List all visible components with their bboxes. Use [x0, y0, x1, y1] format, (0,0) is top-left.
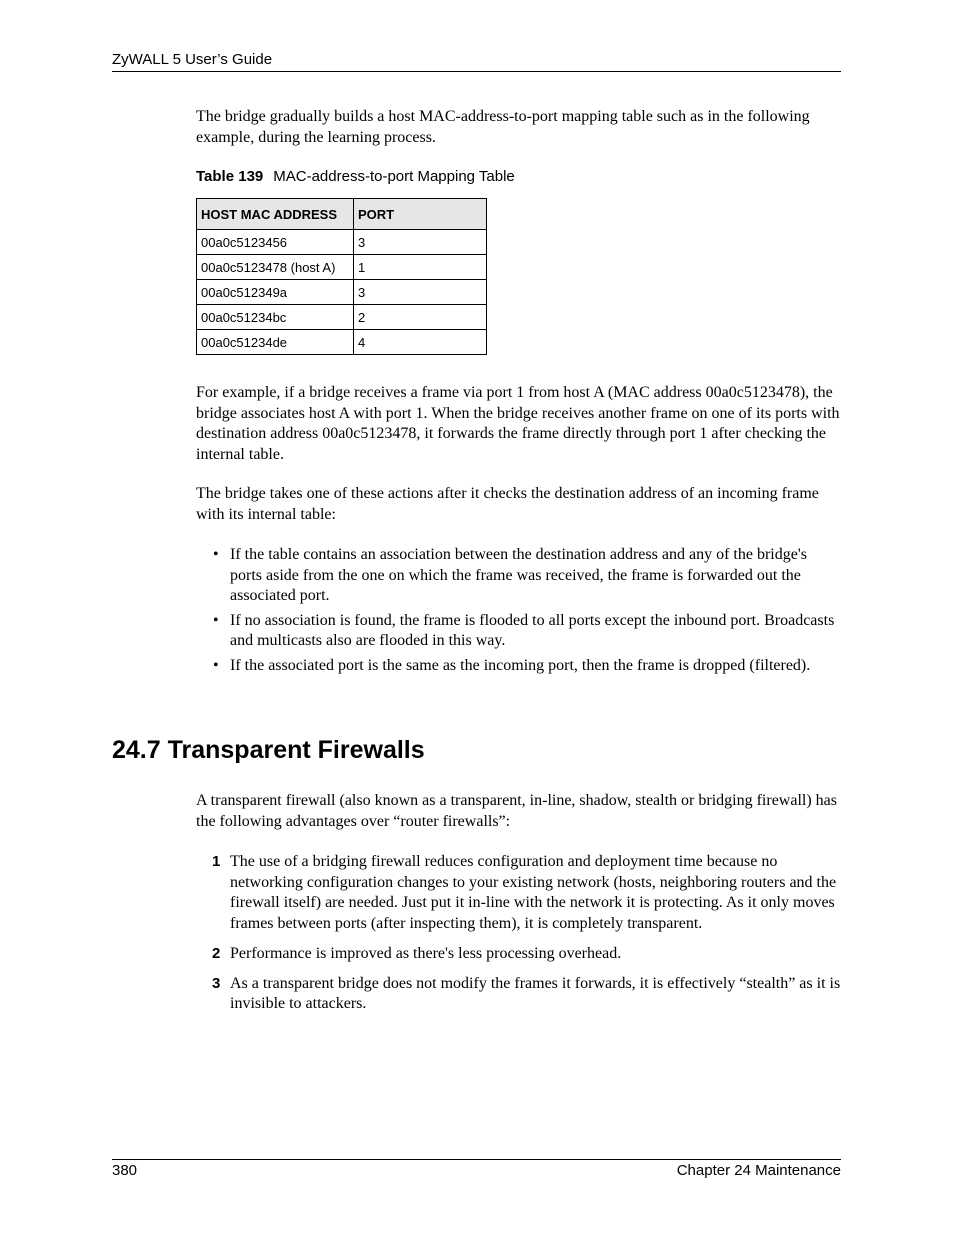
item-number: 3	[212, 974, 221, 992]
item-text: Performance is improved as there's less processing overhead.	[230, 944, 622, 962]
footer-rule	[112, 1159, 841, 1160]
header-rule	[112, 71, 841, 72]
actions-paragraph: The bridge takes one of these actions after it checks the destination address of an incoming frame with its internal table:	[196, 485, 819, 523]
page-number: 380	[112, 1162, 138, 1179]
table-caption	[196, 168, 515, 185]
cell-port: 3	[354, 280, 487, 305]
table-row	[197, 305, 487, 330]
cell-mac: 00a0c512349a	[197, 280, 354, 305]
bullet-item: • If the table contains an association between the destination address and any of the bridge's ports aside from the one on which the frame was received, the frame is forwarded out the associated port.	[210, 545, 841, 607]
cell-port: 4	[354, 330, 487, 355]
numbered-item	[210, 974, 841, 1015]
cell-port: 3	[354, 230, 487, 255]
mac-port-table	[196, 198, 487, 355]
item-number: 1	[212, 853, 221, 870]
actions-bullet-list	[210, 545, 841, 680]
transparent-paragraph: A transparent firewall (also known as a transparent, in-line, shadow, stealth or bridging firewall) has the following advantages over “router firewalls”:	[196, 792, 837, 830]
bullet-item: • If the associated port is the same as the incoming port, then the frame is dropped (filtered).	[210, 656, 841, 677]
table-row	[197, 230, 487, 255]
section-heading: 24.7 Transparent Firewalls	[112, 736, 425, 764]
cell-port: 1	[354, 255, 487, 280]
numbered-item	[210, 944, 841, 965]
chapter-label: Chapter 24 Maintenance	[676, 1162, 841, 1179]
cell-mac: 00a0c51234bc	[197, 305, 354, 330]
table-row	[197, 280, 487, 305]
table-row	[197, 330, 487, 355]
bullet-item: • If no association is found, the frame is flooded to all ports except the inbound port. Broadcasts and multicasts also are flooded in this way.	[210, 611, 841, 652]
intro-paragraph: The bridge gradually builds a host MAC-address-to-port mapping table such as in the following example, during the learning process.	[196, 108, 810, 146]
cell-port: 2	[354, 305, 487, 330]
table-row	[197, 255, 487, 280]
numbered-item	[210, 852, 841, 934]
table-title: MAC-address-to-port Mapping Table	[273, 168, 515, 185]
column-header-mac: HOST MAC ADDRESS	[197, 199, 354, 230]
column-header-port: PORT	[354, 199, 487, 230]
item-text: The use of a bridging firewall reduces configuration and deployment time because no networking configuration changes to your existing network (hosts, neighboring routers and the firewall itself) are needed. Just put it in-line with the network it is protecting. As it only moves frames between ports (after inspecting them), it is completely transparent.	[230, 853, 837, 932]
cell-mac: 00a0c51234de	[197, 330, 354, 355]
running-header: ZyWALL 5 User’s Guide	[112, 51, 273, 68]
cell-mac: 00a0c5123478 (host A)	[197, 255, 354, 280]
table-header-row	[197, 199, 487, 230]
item-number: 2	[212, 944, 221, 962]
advantages-list	[210, 852, 841, 1024]
example-paragraph: For example, if a bridge receives a frame via port 1 from host A (MAC address 00a0c5123478), the bridge associates host A with port 1. When the bridge receives another frame on one of its ports with destination address 00a0c5123478, it forwards the frame directly through port 1 after checking the internal table.	[196, 384, 840, 463]
item-text: As a transparent bridge does not modify the frames it forwards, it is effectively “stealth” as it is invisible to attackers.	[230, 974, 841, 1012]
table-number: Table 139	[196, 168, 264, 185]
cell-mac: 00a0c5123456	[197, 230, 354, 255]
